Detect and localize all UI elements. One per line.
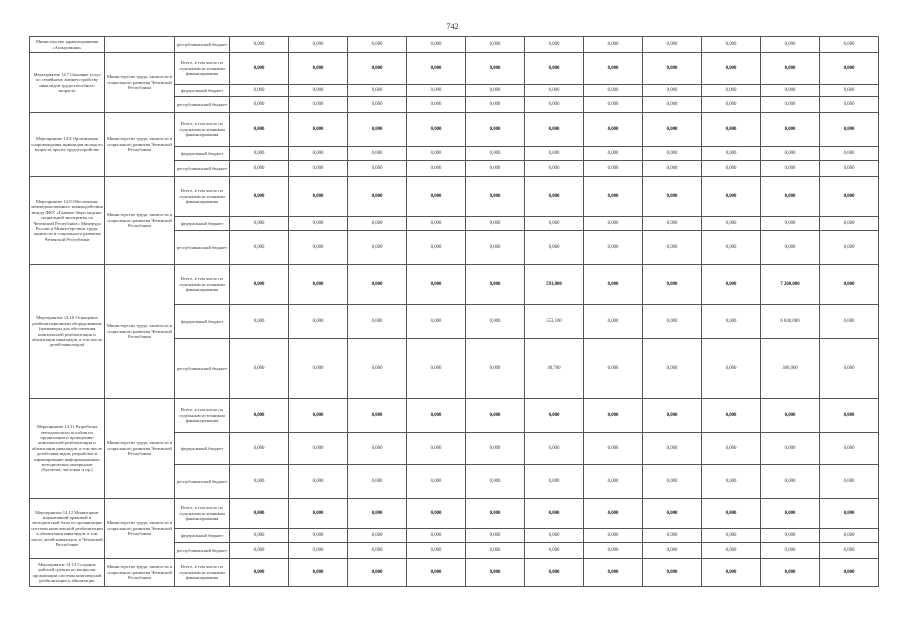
value-cell: 0,000 (702, 97, 761, 113)
measure-name-cell: Мероприятие 14.12 Мониторинг нормативной правовой и методической базы по организации системы комплексной реабилитации и абилитации инвалидов, в том числе детей-инвалидов, в Чеченской Республике (30, 499, 105, 559)
value-cell: 0,000 (230, 231, 289, 265)
value-cell: 0,000 (407, 529, 466, 543)
value-cell: 0,000 (643, 97, 702, 113)
executor-cell: Министерство труда, занятости и социального развития Чеченской Республики (105, 113, 175, 177)
value-cell: 0,000 (289, 529, 348, 543)
value-cell: 0,000 (348, 543, 407, 559)
value-cell: 0,000 (348, 113, 407, 147)
measure-name-cell: Мероприятие 14.7 Оказание услуг по семейному жизнеустройству инвалидов трудоспособного возраста (30, 53, 105, 113)
value-cell: 0,000 (702, 543, 761, 559)
value-cell: 0,000 (643, 399, 702, 433)
value-cell: 0,000 (761, 559, 820, 587)
value-cell: 0,000 (230, 217, 289, 231)
value-cell: 0,000 (348, 85, 407, 97)
value-cell: 0,000 (702, 465, 761, 499)
value-cell: 0,000 (761, 85, 820, 97)
value-cell: 0,000 (466, 529, 525, 543)
value-cell: 0,000 (820, 465, 879, 499)
value-cell: 0,000 (525, 217, 584, 231)
value-cell: 0,000 (584, 543, 643, 559)
value-cell: 0,000 (466, 161, 525, 177)
page-number: 742 (446, 22, 459, 31)
value-cell: 0,000 (584, 147, 643, 161)
value-cell: 0,000 (702, 559, 761, 587)
value-cell: 0,000 (407, 433, 466, 465)
value-cell: 0,000 (584, 305, 643, 339)
funding-source-cell: республиканский бюджет (175, 543, 230, 559)
value-cell: 0,000 (348, 529, 407, 543)
executor-cell: Министерство труда, занятости и социального развития Чеченской Республики (105, 399, 175, 499)
value-cell: 0,000 (466, 85, 525, 97)
value-cell: 0,000 (466, 37, 525, 53)
value-cell: 0,000 (702, 529, 761, 543)
funding-source-cell: республиканский бюджет (175, 37, 230, 53)
executor-cell: Министерство труда, занятости и социального развития Чеченской Республики (105, 499, 175, 559)
value-cell: 0,000 (584, 85, 643, 97)
value-cell: 0,000 (643, 265, 702, 305)
value-cell: 0,000 (289, 305, 348, 339)
value-cell: 0,000 (820, 339, 879, 399)
value-cell: 0,000 (820, 231, 879, 265)
value-cell: 0,000 (584, 217, 643, 231)
value-cell: 0,000 (407, 177, 466, 217)
value-cell: 0,000 (820, 433, 879, 465)
value-cell: 0,000 (407, 339, 466, 399)
value-cell: 0,000 (407, 85, 466, 97)
table-row (30, 113, 879, 147)
table-row (30, 37, 879, 53)
value-cell: 0,000 (820, 305, 879, 339)
value-cell: 0,000 (525, 543, 584, 559)
value-cell: 0,000 (466, 339, 525, 399)
value-cell: 0,000 (643, 339, 702, 399)
value-cell: 0,000 (584, 559, 643, 587)
value-cell: 0,000 (525, 465, 584, 499)
funding-source-cell: федеральный бюджет (175, 529, 230, 543)
value-cell: 0,000 (702, 37, 761, 53)
value-cell: 6 840,000 (761, 305, 820, 339)
value-cell: 553,100 (525, 305, 584, 339)
value-cell: 0,000 (230, 265, 289, 305)
value-cell: 0,000 (466, 177, 525, 217)
funding-source-cell: республиканский бюджет (175, 97, 230, 113)
value-cell: 0,000 (820, 147, 879, 161)
value-cell: 0,000 (584, 399, 643, 433)
value-cell: 0,000 (466, 217, 525, 231)
value-cell: 0,000 (643, 433, 702, 465)
value-cell: 0,000 (289, 465, 348, 499)
value-cell: 0,000 (584, 465, 643, 499)
funding-source-cell: федеральный бюджет (175, 147, 230, 161)
value-cell: 0,000 (348, 339, 407, 399)
value-cell: 0,000 (584, 53, 643, 85)
value-cell: 0,000 (584, 499, 643, 529)
value-cell: 0,000 (407, 559, 466, 587)
value-cell: 0,000 (289, 265, 348, 305)
value-cell: 0,000 (289, 339, 348, 399)
value-cell: 0,000 (643, 147, 702, 161)
value-cell: 0,000 (643, 305, 702, 339)
value-cell: 0,000 (466, 433, 525, 465)
value-cell: 0,000 (348, 305, 407, 339)
value-cell: 0,000 (407, 113, 466, 147)
value-cell: 0,000 (643, 217, 702, 231)
value-cell: 0,000 (407, 399, 466, 433)
value-cell: 0,000 (643, 85, 702, 97)
value-cell: 0,000 (525, 161, 584, 177)
value-cell: 0,000 (407, 499, 466, 529)
value-cell: 0,000 (525, 97, 584, 113)
value-cell: 0,000 (525, 177, 584, 217)
table-row (30, 177, 879, 217)
value-cell: 0,000 (466, 465, 525, 499)
value-cell: 0,000 (584, 97, 643, 113)
value-cell: 0,000 (289, 113, 348, 147)
funding-source-cell: Всего, в том числе по отдельным источникам финансирования (175, 399, 230, 433)
value-cell: 0,000 (230, 37, 289, 53)
executor-cell (105, 37, 175, 53)
value-cell: 0,000 (525, 147, 584, 161)
value-cell: 593,800 (525, 265, 584, 305)
value-cell: 0,000 (525, 399, 584, 433)
value-cell: 0,000 (761, 97, 820, 113)
funding-source-cell: федеральный бюджет (175, 85, 230, 97)
value-cell: 0,000 (643, 231, 702, 265)
value-cell: 0,000 (761, 499, 820, 529)
value-cell: 0,000 (407, 543, 466, 559)
value-cell: 0,000 (643, 559, 702, 587)
value-cell: 0,000 (643, 529, 702, 543)
value-cell: 0,000 (702, 305, 761, 339)
value-cell: 0,000 (230, 177, 289, 217)
value-cell: 0,000 (820, 543, 879, 559)
value-cell: 0,000 (525, 559, 584, 587)
value-cell: 0,000 (584, 231, 643, 265)
value-cell: 0,000 (584, 177, 643, 217)
measure-name-cell: Мероприятие 14.13 Создание рабочей группы по вопросам организации системы комплексной реабилитации и абилитации (30, 559, 105, 587)
value-cell: 0,000 (820, 53, 879, 85)
value-cell: 0,000 (289, 97, 348, 113)
value-cell: 0,000 (230, 559, 289, 587)
value-cell: 0,000 (702, 147, 761, 161)
funding-source-cell: Всего, в том числе по отдельным источникам финансирования (175, 559, 230, 587)
value-cell: 0,000 (348, 231, 407, 265)
value-cell: 0,000 (643, 465, 702, 499)
value-cell: 0,000 (525, 53, 584, 85)
value-cell: 0,000 (348, 399, 407, 433)
value-cell: 0,000 (466, 231, 525, 265)
value-cell: 0,000 (702, 53, 761, 85)
funding-source-cell: федеральный бюджет (175, 433, 230, 465)
value-cell: 0,000 (407, 217, 466, 231)
value-cell: 0,000 (820, 265, 879, 305)
value-cell: 0,000 (584, 339, 643, 399)
value-cell: 0,000 (466, 147, 525, 161)
value-cell: 0,000 (584, 265, 643, 305)
value-cell: 0,000 (820, 85, 879, 97)
table-row (30, 559, 879, 587)
value-cell: 0,000 (230, 147, 289, 161)
value-cell: 0,000 (407, 465, 466, 499)
value-cell: 0,000 (525, 85, 584, 97)
value-cell: 0,000 (761, 177, 820, 217)
value-cell: 0,000 (407, 147, 466, 161)
value-cell: 0,000 (702, 217, 761, 231)
value-cell: 0,000 (348, 147, 407, 161)
value-cell: 0,000 (761, 399, 820, 433)
value-cell: 0,000 (466, 559, 525, 587)
value-cell: 0,000 (820, 499, 879, 529)
value-cell: 0,000 (230, 305, 289, 339)
value-cell: 0,000 (348, 559, 407, 587)
value-cell: 0,000 (761, 433, 820, 465)
value-cell: 0,000 (702, 399, 761, 433)
value-cell: 0,000 (761, 543, 820, 559)
value-cell: 0,000 (230, 433, 289, 465)
value-cell: 0,000 (820, 529, 879, 543)
value-cell: 0,000 (820, 37, 879, 53)
value-cell: 0,000 (289, 217, 348, 231)
value-cell: 0,000 (525, 499, 584, 529)
value-cell: 0,000 (702, 231, 761, 265)
value-cell: 0,000 (289, 543, 348, 559)
funding-source-cell: республиканский бюджет (175, 231, 230, 265)
table-row (30, 265, 879, 305)
value-cell: 0,000 (348, 53, 407, 85)
value-cell: 0,000 (466, 543, 525, 559)
value-cell: 0,000 (289, 433, 348, 465)
value-cell: 0,000 (761, 529, 820, 543)
value-cell: 0,000 (466, 265, 525, 305)
value-cell: 0,000 (407, 37, 466, 53)
value-cell: 0,000 (407, 305, 466, 339)
value-cell: 0,000 (348, 161, 407, 177)
value-cell: 0,000 (407, 53, 466, 85)
measure-name-cell: Мероприятие 14.9 Обеспечение межведомственного взаимодействия между ФКУ «Главное бюро медико-социальной экспертизы по Чеченской Республике» Минтруда России и Министерством труда, занятости и социального развития Чеченской Республики (30, 177, 105, 265)
value-cell: 0,000 (466, 113, 525, 147)
value-cell: 0,000 (289, 147, 348, 161)
value-cell: 0,000 (761, 147, 820, 161)
value-cell: 0,000 (761, 37, 820, 53)
table-row (30, 399, 879, 433)
value-cell: 0,000 (761, 113, 820, 147)
value-cell: 0,000 (230, 339, 289, 399)
value-cell: 0,000 (289, 85, 348, 97)
value-cell: 0,000 (466, 399, 525, 433)
value-cell: 0,000 (702, 265, 761, 305)
value-cell: 0,000 (820, 97, 879, 113)
funding-source-cell: Всего, в том числе по отдельным источникам финансирования (175, 499, 230, 529)
value-cell: 0,000 (643, 37, 702, 53)
value-cell: 0,000 (348, 97, 407, 113)
value-cell: 0,000 (525, 113, 584, 147)
value-cell: 0,000 (289, 399, 348, 433)
value-cell: 0,000 (289, 559, 348, 587)
value-cell: 0,000 (643, 177, 702, 217)
value-cell: 0,000 (820, 161, 879, 177)
funding-source-cell: республиканский бюджет (175, 161, 230, 177)
value-cell: 0,000 (584, 161, 643, 177)
value-cell: 0,000 (525, 37, 584, 53)
value-cell: 0,000 (761, 161, 820, 177)
value-cell: 7 200,000 (761, 265, 820, 305)
table-row (30, 53, 879, 85)
value-cell: 0,000 (761, 53, 820, 85)
funding-source-cell: Всего, в том числе по отдельным источникам финансирования (175, 113, 230, 147)
executor-cell: Министерство труда, занятости и социального развития Чеченской Республики (105, 559, 175, 587)
value-cell: 0,000 (348, 177, 407, 217)
value-cell: 0,000 (407, 231, 466, 265)
value-cell: 0,000 (348, 433, 407, 465)
value-cell: 0,000 (407, 265, 466, 305)
value-cell: 0,000 (584, 529, 643, 543)
value-cell: 0,000 (289, 53, 348, 85)
value-cell: 0,000 (584, 37, 643, 53)
value-cell: 0,000 (702, 499, 761, 529)
measure-name-cell: Министерства здравоохранения «Ахмадчиниа» (30, 37, 105, 53)
value-cell: 0,000 (289, 161, 348, 177)
value-cell: 0,000 (761, 465, 820, 499)
value-cell: 0,000 (702, 113, 761, 147)
value-cell: 0,000 (289, 231, 348, 265)
value-cell: 0,000 (230, 53, 289, 85)
value-cell: 0,000 (466, 499, 525, 529)
measure-name-cell: Мероприятие 14.11 Разработка методического пособия по организации и проведению комплексной реабилитации и абилитации инвалидов, в том числе детей-инвалидов, разработка и тиражирование информационных, методических материалов (буклетов, листовок и пр.) (30, 399, 105, 499)
value-cell: 0,000 (289, 37, 348, 53)
value-cell: 0,000 (643, 53, 702, 85)
value-cell: 0,000 (407, 97, 466, 113)
value-cell: 0,000 (230, 161, 289, 177)
budget-table (29, 36, 879, 587)
funding-source-cell: федеральный бюджет (175, 217, 230, 231)
value-cell: 0,000 (584, 433, 643, 465)
value-cell: 0,000 (466, 53, 525, 85)
value-cell: 0,000 (643, 113, 702, 147)
value-cell: 0,000 (702, 161, 761, 177)
value-cell: 0,000 (820, 399, 879, 433)
value-cell: 0,000 (820, 177, 879, 217)
value-cell: 360,000 (761, 339, 820, 399)
value-cell: 0,000 (702, 177, 761, 217)
value-cell: 0,000 (466, 305, 525, 339)
value-cell: 0,000 (230, 399, 289, 433)
value-cell: 0,000 (525, 433, 584, 465)
value-cell: 0,000 (230, 85, 289, 97)
value-cell: 0,000 (466, 97, 525, 113)
value-cell: 0,000 (348, 465, 407, 499)
value-cell: 0,000 (289, 177, 348, 217)
value-cell: 0,000 (584, 113, 643, 147)
value-cell: 0,000 (643, 499, 702, 529)
value-cell: 0,000 (230, 499, 289, 529)
funding-source-cell: республиканский бюджет (175, 465, 230, 499)
value-cell: 0,000 (230, 465, 289, 499)
value-cell: 0,000 (820, 113, 879, 147)
value-cell: 0,000 (643, 161, 702, 177)
value-cell: 0,000 (820, 217, 879, 231)
value-cell: 0,000 (702, 85, 761, 97)
measure-name-cell: Мероприятие 14.10 Оснащение реабилитационным оборудованием (тренажеры для обеспечения комплексной реабилитации и абилитации инвалидов, в том числе детей-инвалидов) (30, 265, 105, 399)
value-cell: 0,000 (348, 265, 407, 305)
value-cell: 0,000 (348, 217, 407, 231)
value-cell: 0,000 (289, 499, 348, 529)
funding-source-cell: Всего, в том числе по отдельным источникам финансирования (175, 177, 230, 217)
value-cell: 0,000 (525, 231, 584, 265)
funding-source-cell: федеральный бюджет (175, 305, 230, 339)
funding-source-cell: республиканский бюджет (175, 339, 230, 399)
funding-source-cell: Всего, в том числе по отдельным источникам финансирования (175, 53, 230, 85)
value-cell: 0,000 (230, 97, 289, 113)
table-row (30, 499, 879, 529)
value-cell: 0,000 (348, 499, 407, 529)
value-cell: 0,000 (230, 113, 289, 147)
value-cell: 0,000 (525, 529, 584, 543)
executor-cell: Министерство труда, занятости и социального развития Чеченской Республики (105, 53, 175, 113)
value-cell: 0,000 (702, 433, 761, 465)
value-cell: 0,000 (643, 543, 702, 559)
value-cell: 0,000 (407, 161, 466, 177)
value-cell: 40,700 (525, 339, 584, 399)
executor-cell: Министерство труда, занятости и социального развития Чеченской Республики (105, 177, 175, 265)
funding-source-cell: Всего, в том числе по отдельным источникам финансирования (175, 265, 230, 305)
value-cell: 0,000 (230, 529, 289, 543)
executor-cell: Министерство труда, занятости и социального развития Чеченской Республики (105, 265, 175, 399)
value-cell: 0,000 (820, 559, 879, 587)
measure-name-cell: Мероприятие 14.8 Организация сопровождения инвалидов молодого возраста при их трудоустройстве (30, 113, 105, 177)
value-cell: 0,000 (230, 543, 289, 559)
value-cell: 0,000 (702, 339, 761, 399)
value-cell: 0,000 (761, 217, 820, 231)
value-cell: 0,000 (761, 231, 820, 265)
value-cell: 0,000 (348, 37, 407, 53)
